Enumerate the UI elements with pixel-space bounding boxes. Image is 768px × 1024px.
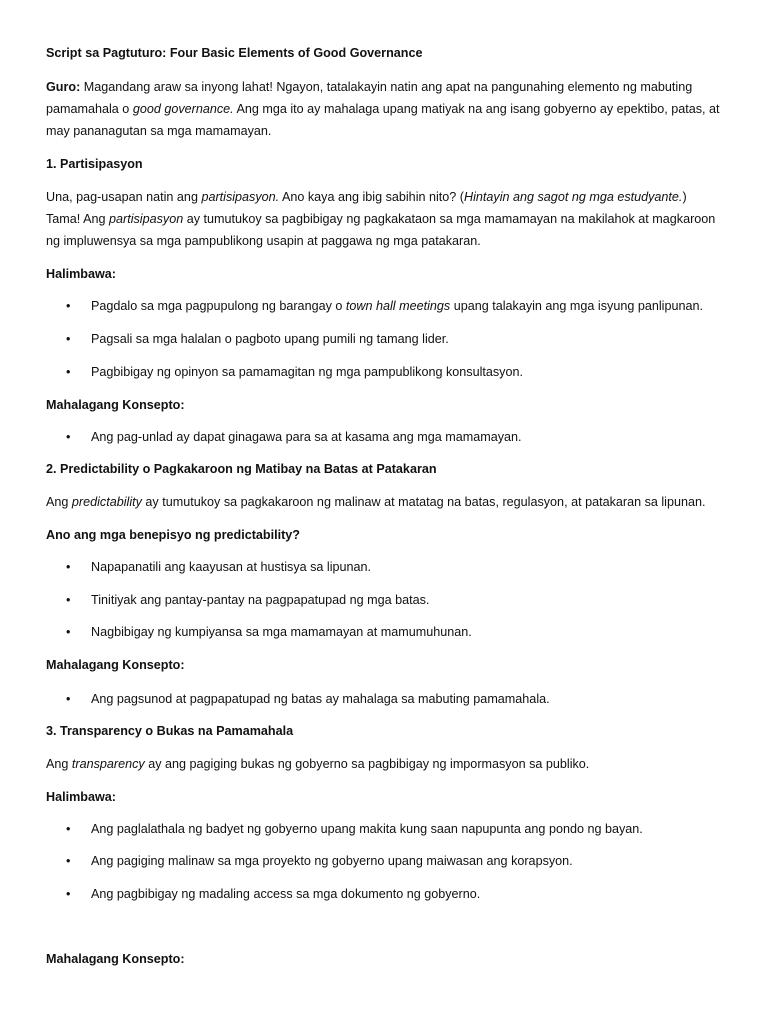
bullet-icon: •	[66, 822, 71, 836]
section-3-concept-label: Mahalagang Konsepto:	[46, 952, 185, 966]
section-1-examples-label: Halimbawa:	[46, 267, 116, 281]
list-item-emphasis: town hall meetings	[345, 299, 451, 313]
s1-text: Ano kaya ang ibig sabihin nito? (	[279, 190, 464, 204]
bullet-icon: •	[66, 299, 71, 313]
intro-emphasis: good governance.	[132, 102, 234, 116]
s3-text: ay ang pagiging bukas ng gobyerno sa pagbibigay ng impormasyon sa publiko.	[144, 757, 590, 771]
list-item: Tinitiyak ang pantay-pantay na pagpapatupad ng mga batas.	[91, 593, 430, 607]
section-2-paragraph	[46, 494, 706, 510]
list-item-text: Pagdalo sa mga pagpupulong ng barangay o	[91, 299, 346, 313]
section-3-examples-label: Halimbawa:	[46, 790, 116, 804]
bullet-icon: •	[66, 560, 71, 574]
intro-line-2	[46, 101, 720, 117]
section-2-heading: 2. Predictability o Pagkakaroon ng Matibay na Batas at Patakaran	[46, 462, 437, 476]
list-item: Pagsali sa mga halalan o pagboto upang pumili ng tamang lider.	[91, 332, 449, 346]
bullet-icon: •	[66, 854, 71, 868]
bullet-icon: •	[66, 430, 71, 444]
intro-line-3: may pananagutan sa mga mamamayan.	[46, 124, 272, 138]
bullet-icon: •	[66, 692, 71, 706]
section-1-heading: 1. Partisipasyon	[46, 157, 143, 171]
s2-text: Ang	[46, 495, 72, 509]
document-title: Script sa Pagtuturo: Four Basic Elements of Good Governance	[46, 46, 423, 60]
s1-text: ay tumutukoy sa pagbibigay ng pagkakataon sa mga mamamayan na makilahok at magkaroon	[183, 212, 716, 226]
section-1-concept-label: Mahalagang Konsepto:	[46, 398, 185, 412]
list-item: Ang pag-unlad ay dapat ginagawa para sa at kasama ang mga mamamayan.	[91, 430, 522, 444]
list-item	[91, 298, 703, 314]
bullet-icon: •	[66, 365, 71, 379]
list-item: Ang paglalathala ng badyet ng gobyerno upang makita kung saan napupunta ang pondo ng bayan.	[91, 822, 643, 836]
section-3-heading: 3. Transparency o Bukas na Pamamahala	[46, 724, 294, 738]
list-item: Ang pagsunod at pagpapatupad ng batas ay mahalaga sa mabuting pamamahala.	[91, 692, 550, 706]
section-2-concept-label: Mahalagang Konsepto:	[46, 658, 185, 672]
section-1-paragraph-line-2	[46, 211, 715, 227]
s2-emphasis: predictability	[71, 495, 142, 509]
intro-line-1	[46, 79, 692, 95]
s3-text: Ang	[46, 757, 72, 771]
s2-text: ay tumutukoy sa pagkakaroon ng malinaw at matatag na batas, regulasyon, at patakaran sa lipunan.	[141, 495, 706, 509]
s1-text: Una, pag-usapan natin ang	[46, 190, 202, 204]
list-item: Napapanatili ang kaayusan at hustisya sa lipunan.	[91, 560, 372, 574]
intro-text-1: Magandang araw sa inyong lahat! Ngayon, tatalakayin natin ang apat na pangunahing elemento ng mabuting	[80, 80, 693, 94]
bullet-icon: •	[66, 625, 71, 639]
bullet-icon: •	[66, 332, 71, 346]
bullet-icon: •	[66, 887, 71, 901]
section-3-paragraph	[46, 756, 589, 772]
s1-emphasis: partisipasyon.	[201, 190, 280, 204]
list-item-text: upang talakayin ang mga isyung panlipunan.	[450, 299, 703, 313]
s1-text: Tama! Ang	[46, 212, 110, 226]
list-item: Pagbibigay ng opinyon sa pamamagitan ng mga pampublikong konsultasyon.	[91, 365, 523, 379]
s3-emphasis: transparency	[71, 757, 145, 771]
list-item: Nagbibigay ng kumpiyansa sa mga mamamayan at mamumuhunan.	[91, 625, 472, 639]
intro-text-2a: pamamahala o	[46, 102, 133, 116]
s1-text: )	[682, 190, 687, 204]
bullet-icon: •	[66, 593, 71, 607]
section-1-paragraph-line-1	[46, 189, 687, 205]
section-1-paragraph-line-3: ng impluwensya sa mga pampublikong usapin at paggawa ng mga patakaran.	[46, 234, 481, 248]
speaker-label: Guro:	[46, 80, 81, 94]
list-item: Ang pagiging malinaw sa mga proyekto ng gobyerno upang maiwasan ang korapsyon.	[91, 854, 573, 868]
intro-text-2b: Ang mga ito ay mahalaga upang matiyak na ang isang gobyerno ay epektibo, patas, at	[233, 102, 720, 116]
section-2-question: Ano ang mga benepisyo ng predictability?	[46, 528, 301, 542]
list-item: Ang pagbibigay ng madaling access sa mga dokumento ng gobyerno.	[91, 887, 481, 901]
s1-emphasis: Hintayin ang sagot ng mga estudyante.	[464, 190, 683, 204]
s1-emphasis: partisipasyon	[109, 212, 184, 226]
